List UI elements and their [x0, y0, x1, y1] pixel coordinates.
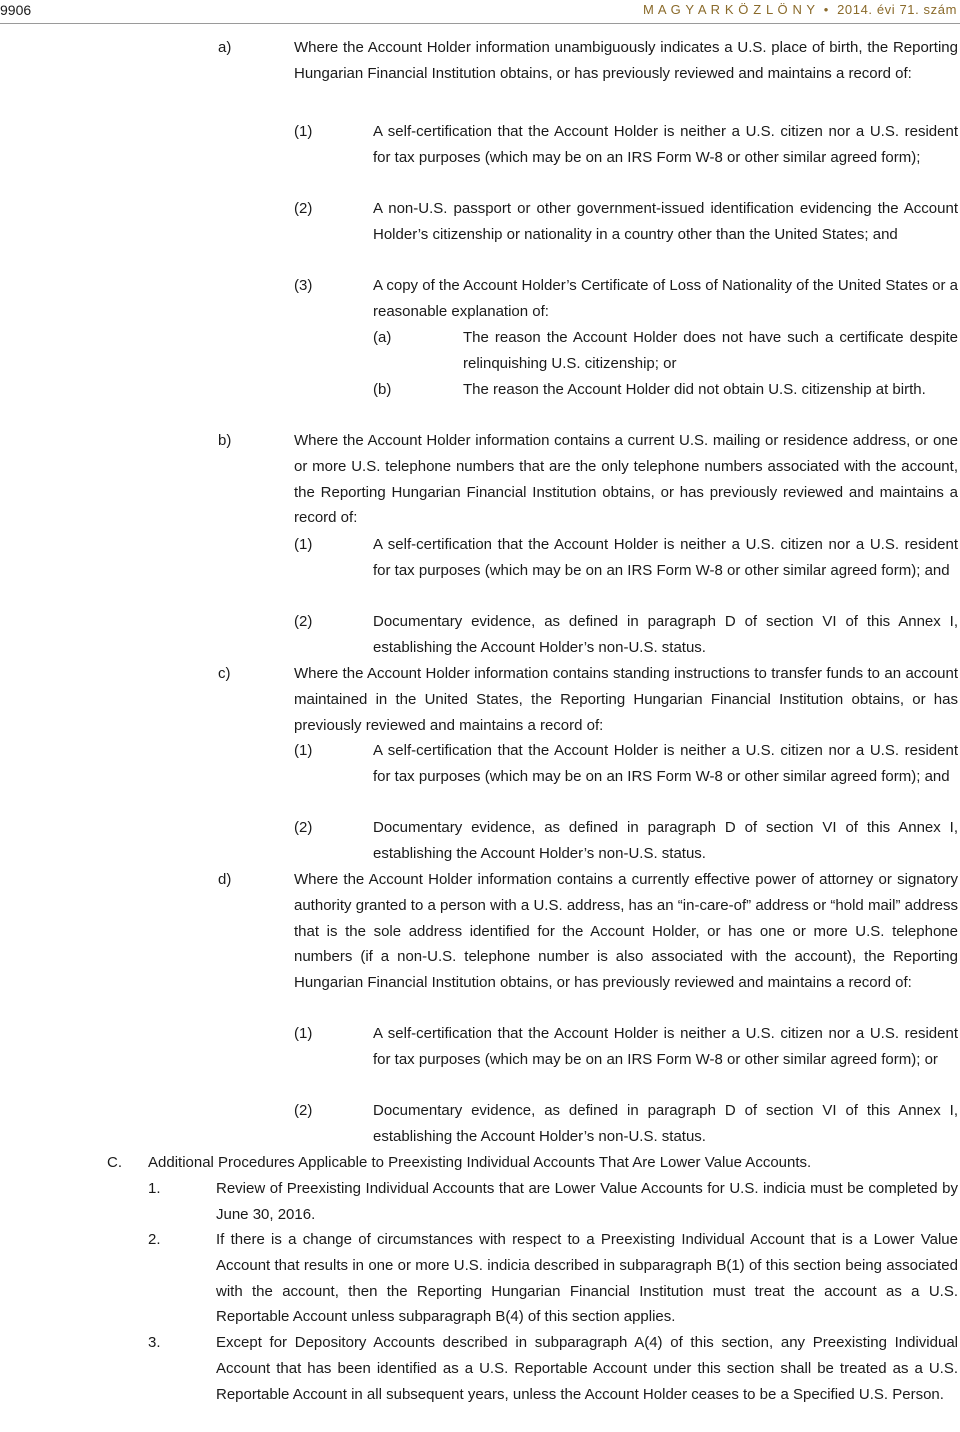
- item-a-sub1-text: A self-certification that the Account Holder is neither a U.S. citizen nor a U.S. resident for tax purposes (which may be on an IRS Form W-8 or other similar agreed form);: [373, 123, 958, 166]
- section-c-title: Additional Procedures Applicable to Preexisting Individual Accounts That Are Lower Value Accounts.: [148, 1154, 812, 1171]
- item-a-sub3-text: A copy of the Account Holder’s Certificate of Loss of Nationality of the United States or a reasonable explanation of:: [373, 277, 958, 320]
- item-d-text: Where the Account Holder information contains a currently effective power of attorney or signatory authority granted to a person with a U.S. address, has an “in-care-of” address or “hold mail” address that is the sole address identified for the Account Holder, or has one or more U.S. telephone numbers (if a non-U.S. telephone number is also associated with the account), the Reporting Hungarian Financial Institution obtains, or has previously reviewed and maintains a record of:: [294, 871, 958, 992]
- issue-number: 2014. évi 71. szám: [837, 2, 957, 17]
- item-d-sub2-text: Documentary evidence, as defined in paragraph D of section VI of this Annex I, establishing the Account Holder’s non-U.S. status.: [373, 1102, 958, 1145]
- item-a-sub2-text: A non-U.S. passport or other government-issued identification evidencing the Account Holder’s citizenship or nationality in a country other than the United States; and: [373, 200, 958, 243]
- item-a-sub3b-label: (b): [373, 381, 392, 398]
- item-b-sub1-label: (1): [294, 536, 313, 553]
- section-c-item3-text: Except for Depository Accounts described in subparagraph A(4) of this section, any Preexisting Individual Account that has been identified as a U.S. Reportable Account under this section shall be treated as a U.S. Reportable Account in all subsequent years, unless the Account Holder ceases to be a Specified U.S. Person.: [216, 1334, 958, 1403]
- item-d-label: d): [218, 871, 232, 888]
- item-c-text: Where the Account Holder information contains standing instructions to transfer funds to an account maintained in the United States, the Reporting Hungarian Financial Institution obtains, or has previously reviewed and maintains a record of:: [294, 665, 958, 734]
- item-b-sub2-text: Documentary evidence, as defined in paragraph D of section VI of this Annex I, establishing the Account Holder’s non-U.S. status.: [373, 613, 958, 656]
- item-d-sub2-label: (2): [294, 1102, 313, 1119]
- item-a-sub3a-text: The reason the Account Holder does not have such a certificate despite relinquishing U.S. citizenship; or: [463, 329, 958, 372]
- item-a-sub3-label: (3): [294, 277, 313, 294]
- item-b-sub1-text: A self-certification that the Account Holder is neither a U.S. citizen nor a U.S. resident for tax purposes (which may be on an IRS Form W-8 or other similar agreed form); and: [373, 536, 958, 579]
- publication-title: M A G Y A R K Ö Z L Ö N Y: [642, 2, 816, 17]
- item-c-sub1-label: (1): [294, 742, 313, 759]
- item-c-sub2-label: (2): [294, 819, 313, 836]
- item-a-sub3a-label: (a): [373, 329, 392, 346]
- item-b-sub2-label: (2): [294, 613, 313, 630]
- item-a-sub3b-text: The reason the Account Holder did not obtain U.S. citizenship at birth.: [463, 381, 926, 398]
- section-c-item2-label: 2.: [148, 1231, 161, 1248]
- item-d-sub1-text: A self-certification that the Account Holder is neither a U.S. citizen nor a U.S. resident for tax purposes (which may be on an IRS Form W-8 or other similar agreed form); or: [373, 1025, 958, 1068]
- item-a-sub1-label: (1): [294, 123, 313, 140]
- item-a-text: Where the Account Holder information unambiguously indicates a U.S. place of birth, the Reporting Hungarian Financial Institution obtains, or has previously reviewed and maintains a record of:: [294, 39, 958, 82]
- section-c-item1-text: Review of Preexisting Individual Accounts that are Lower Value Accounts for U.S. indicia must be completed by June 30, 2016.: [216, 1180, 958, 1223]
- page-header: [0, 0, 960, 24]
- item-b-label: b): [218, 432, 232, 449]
- section-c-label: C.: [107, 1154, 122, 1171]
- publication-line: [643, 2, 957, 17]
- header-bullet: •: [823, 2, 829, 17]
- section-c-item3-label: 3.: [148, 1334, 161, 1351]
- item-a-label: a): [218, 39, 232, 56]
- section-c-item1-label: 1.: [148, 1180, 161, 1197]
- item-c-label: c): [218, 665, 231, 682]
- item-d-sub1-label: (1): [294, 1025, 313, 1042]
- item-b-text: Where the Account Holder information contains a current U.S. mailing or residence address, or one or more U.S. telephone numbers that are the only telephone numbers associated with the account, the Reporting Hungarian Financial Institution obtains, or has previously reviewed and maintains a record of:: [294, 432, 958, 527]
- header-rule: [0, 23, 960, 24]
- item-a-sub2-label: (2): [294, 200, 313, 217]
- item-c-sub2-text: Documentary evidence, as defined in paragraph D of section VI of this Annex I, establishing the Account Holder’s non-U.S. status.: [373, 819, 958, 862]
- item-c-sub1-text: A self-certification that the Account Holder is neither a U.S. citizen nor a U.S. resident for tax purposes (which may be on an IRS Form W-8 or other similar agreed form); and: [373, 742, 958, 785]
- section-c-item2-text: If there is a change of circumstances with respect to a Preexisting Individual Account that is a Lower Value Account that results in one or more U.S. indicia described in subparagraph B(1) of this section being associated with the account, then the Reporting Hungarian Financial Institution must treat the account as a U.S. Reportable Account unless subparagraph B(4) of this section applies.: [216, 1231, 958, 1326]
- page-number: 9906: [0, 2, 32, 18]
